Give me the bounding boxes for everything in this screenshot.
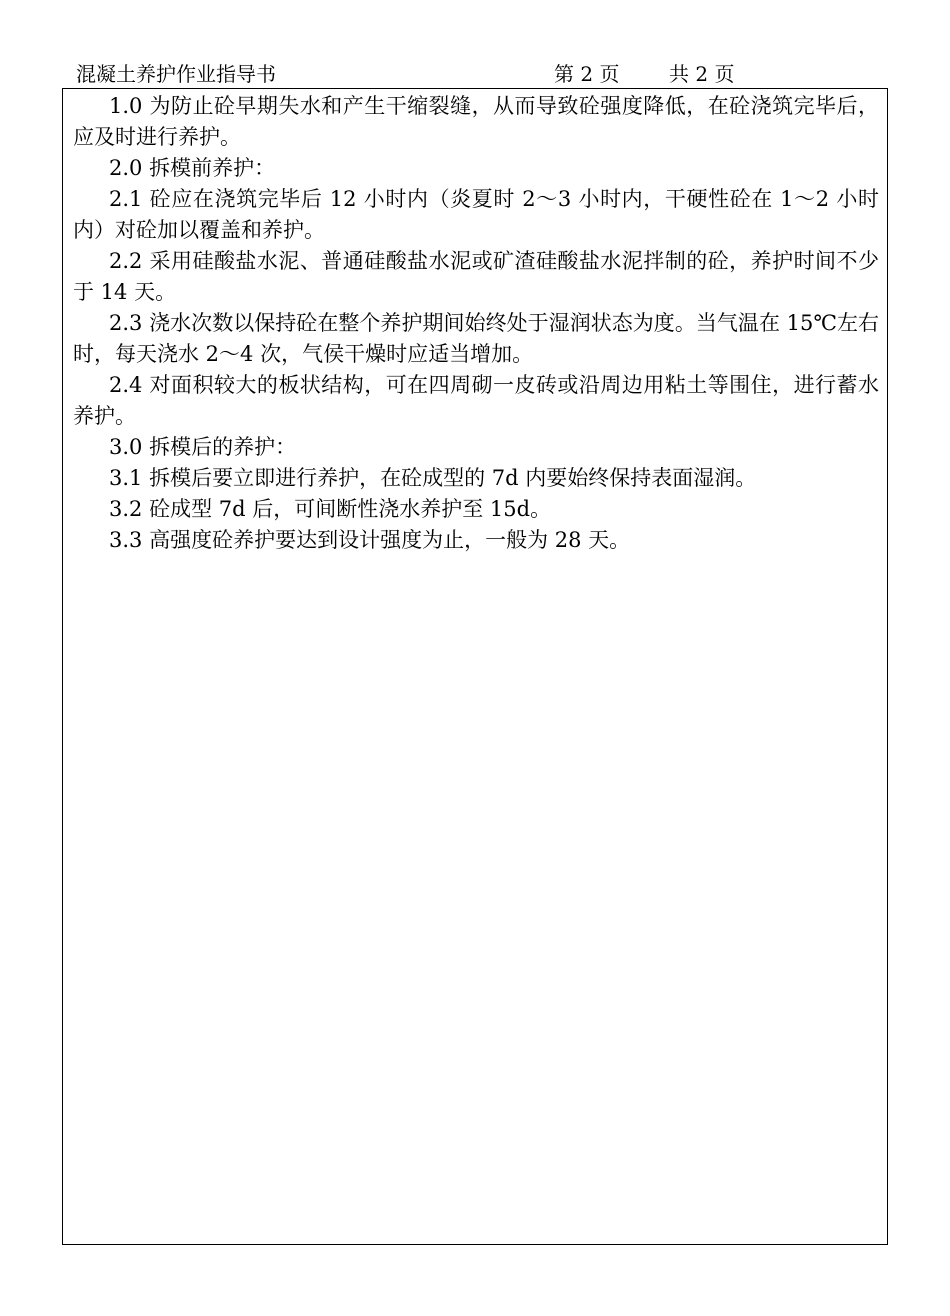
document-body [73, 91, 879, 556]
total-pages: 共 2 页 [669, 62, 735, 86]
content-frame [62, 88, 888, 1245]
paragraph-2-2: 2.2 采用硅酸盐水泥、普通硅酸盐水泥或矿渣硅酸盐水泥拌制的砼，养护时间不少于 14 天。 [73, 249, 879, 304]
paragraph-2-1: 2.1 砼应在浇筑完毕后 12 小时内（炎夏时 2～3 小时内，干硬性砼在 1～2 小时内）对砼加以覆盖和养护。 [73, 187, 879, 242]
paragraph-1-0: 1.0 为防止砼早期失水和产生干缩裂缝，从而导致砼强度降低，在砼浇筑完毕后，应及时进行养护。 [73, 94, 879, 149]
paragraph-2-3: 2.3 浇水次数以保持砼在整个养护期间始终处于湿润状态为度。当气温在 15℃左右时，每天浇水 2～4 次，气侯干燥时应适当增加。 [73, 311, 879, 366]
paragraph-2-4: 2.4 对面积较大的板状结构，可在四周砌一皮砖或沿周边用粘土等围住，进行蓄水养护。 [73, 373, 879, 428]
page-number: 第 2 页 [554, 62, 620, 86]
paragraph-3-3: 3.3 高强度砼养护要达到设计强度为止，一般为 28 天。 [109, 528, 631, 552]
page-header [76, 60, 896, 88]
document-title: 混凝土养护作业指导书 [76, 62, 276, 86]
paragraph-3-0: 3.0 拆模后的养护： [109, 435, 297, 459]
paragraph-2-0: 2.0 拆模前养护： [109, 156, 276, 180]
paragraph-3-1: 3.1 拆模后要立即进行养护，在砼成型的 7d 内要始终保持表面湿润。 [109, 466, 757, 490]
paragraph-3-2: 3.2 砼成型 7d 后，可间断性浇水养护至 15d。 [109, 497, 552, 521]
